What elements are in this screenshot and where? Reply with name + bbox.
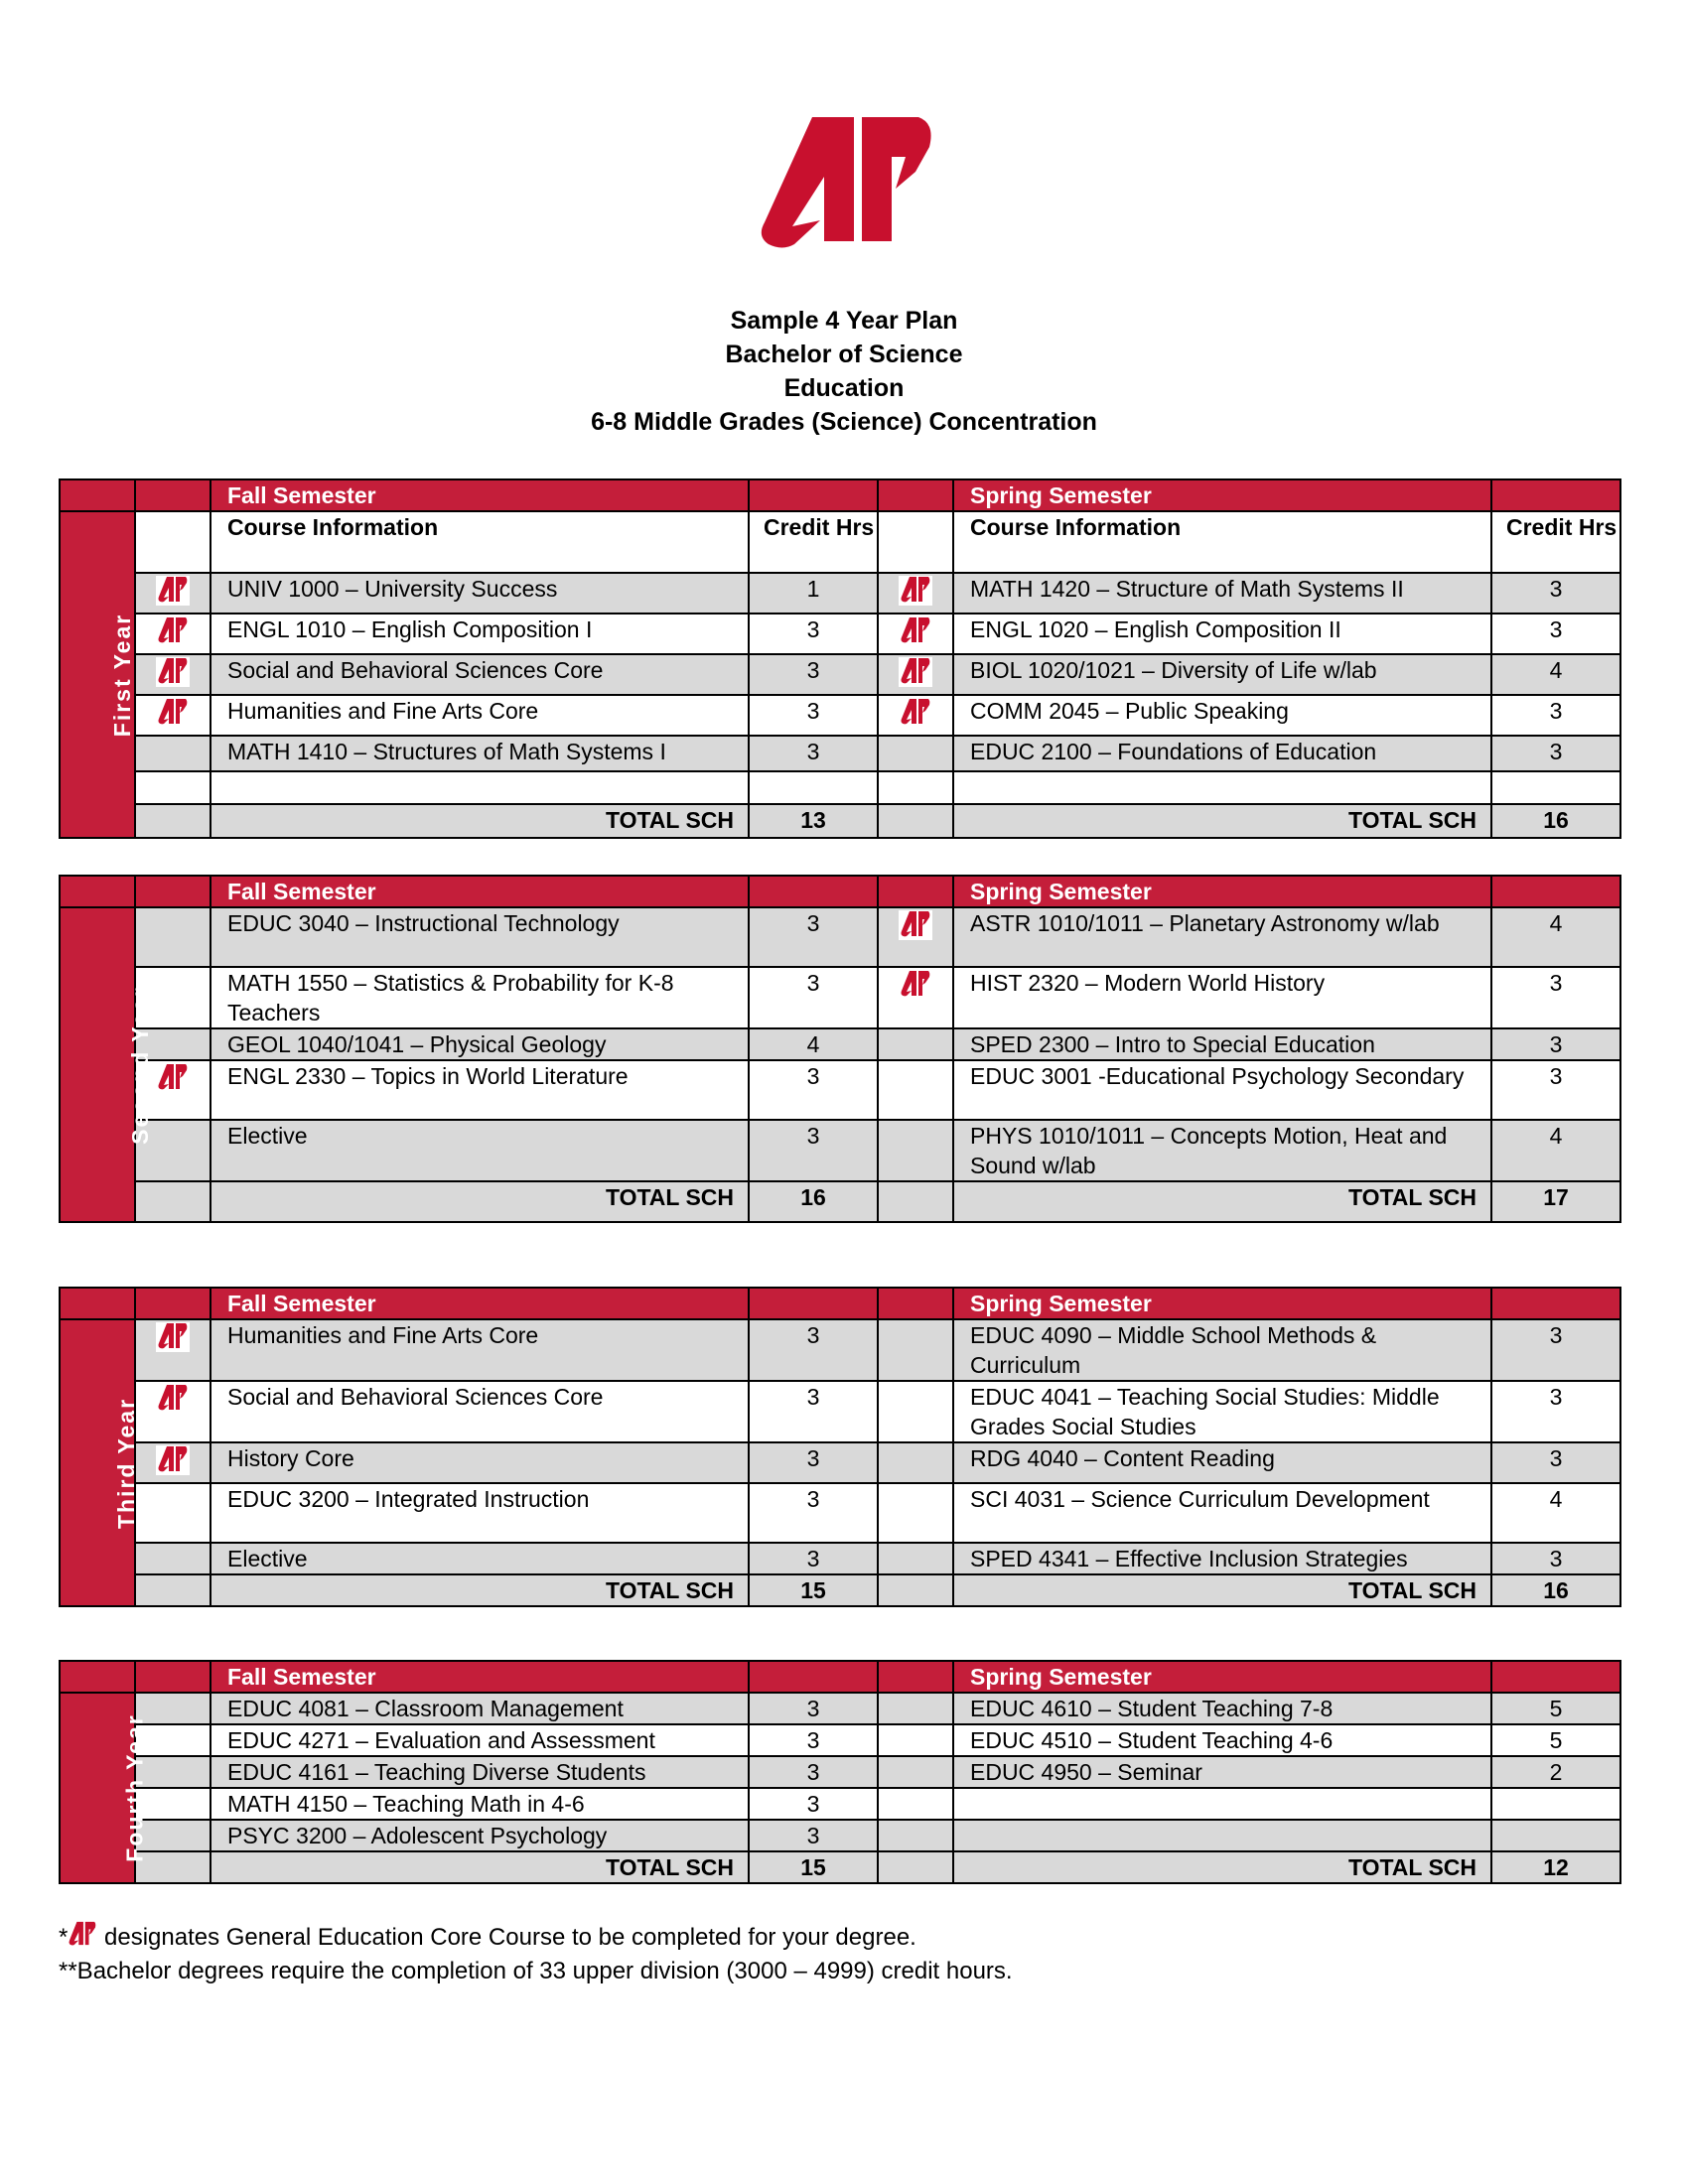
ap-core-icon: [156, 616, 190, 646]
spring-semester-label: Spring Semester: [953, 1288, 1491, 1319]
year-label-cell: [60, 1319, 140, 1606]
spring-course: EDUC 4090 – Middle School Methods & Curriculum: [953, 1319, 1491, 1381]
spring-core-cell: [878, 614, 953, 654]
spring-core-cell: [878, 736, 953, 771]
course-row: [60, 907, 1620, 967]
footnote-asterisk: *: [59, 1924, 69, 1951]
header-blank: [60, 479, 135, 511]
fall-credit: 3: [749, 1483, 878, 1543]
ap-core-icon: [156, 1384, 190, 1414]
fall-credit: 3: [749, 1543, 878, 1574]
spring-course: RDG 4040 – Content Reading: [953, 1442, 1491, 1483]
fall-total-value: 16: [749, 1181, 878, 1222]
spring-core-cell: [878, 1483, 953, 1543]
spring-core-cell: [878, 907, 953, 967]
fall-course: ENGL 1010 – English Composition I: [211, 614, 749, 654]
fall-course: History Core: [211, 1442, 749, 1483]
spring-course: ASTR 1010/1011 – Planetary Astronomy w/lab: [953, 907, 1491, 967]
fall-core-cell: [135, 736, 211, 771]
year-table-3: [59, 1287, 1621, 1607]
fall-core-cell: [135, 907, 211, 967]
credit-hrs-header: Credit Hrs: [1491, 511, 1620, 573]
spring-core-cell: [878, 1693, 953, 1724]
spring-credit: [1491, 1788, 1620, 1820]
course-row: [60, 736, 1620, 771]
fall-credit: 3: [749, 967, 878, 1028]
header-blank: [60, 876, 135, 907]
spring-credit: 3: [1491, 1543, 1620, 1574]
course-row: [60, 1060, 1620, 1120]
fall-course: Elective: [211, 1120, 749, 1181]
ap-core-icon: [156, 698, 190, 728]
spring-credit: 4: [1491, 1483, 1620, 1543]
fall-course: [211, 771, 749, 804]
year-label-cell: [60, 907, 153, 1222]
fall-credit: 3: [749, 695, 878, 736]
total-blank: [135, 804, 211, 838]
fall-course: PSYC 3200 – Adolescent Psychology: [211, 1820, 749, 1851]
total-blank: [135, 1181, 211, 1222]
fall-credit: [749, 771, 878, 804]
spring-credit: 3: [1491, 614, 1620, 654]
fall-course: MATH 1550 – Statistics & Probability for K-8 Teachers: [211, 967, 749, 1028]
header-blank: [749, 1288, 878, 1319]
footnote-upper-division: **Bachelor degrees require the completion of 33 upper division (3000 – 4999) credit hours.: [59, 1958, 1013, 1984]
fall-course: MATH 1410 – Structures of Math Systems I: [211, 736, 749, 771]
header-blank: [878, 479, 953, 511]
spring-credit: 3: [1491, 1381, 1620, 1442]
spring-core-cell: [878, 573, 953, 614]
spring-core-cell: [878, 1381, 953, 1442]
fall-semester-label: Fall Semester: [211, 1288, 749, 1319]
fall-course: UNIV 1000 – University Success: [211, 573, 749, 614]
course-row: [60, 771, 1620, 804]
spring-credit: 3: [1491, 1319, 1620, 1381]
spring-total-value: 16: [1491, 804, 1620, 838]
fall-course: EDUC 3040 – Instructional Technology: [211, 907, 749, 967]
title-block: [0, 304, 1688, 439]
fall-core-cell: [135, 771, 211, 804]
course-row: [60, 1820, 1620, 1851]
course-row: [60, 1120, 1620, 1181]
title-line-4: 6-8 Middle Grades (Science) Concentration: [591, 408, 1097, 436]
fall-core-cell: [135, 695, 211, 736]
spring-semester-label: Spring Semester: [953, 479, 1491, 511]
spring-total-value: 16: [1491, 1574, 1620, 1606]
header-blank: [878, 1288, 953, 1319]
semester-header-row: [60, 876, 1620, 907]
spring-core-cell: [878, 1543, 953, 1574]
ap-core-icon: [156, 1445, 190, 1475]
spring-core-cell: [878, 967, 953, 1028]
credit-hrs-header: Credit Hrs: [749, 511, 878, 573]
spring-credit: 4: [1491, 654, 1620, 695]
fall-credit: 3: [749, 736, 878, 771]
ap-core-icon: [156, 1322, 190, 1352]
spring-course: [953, 1820, 1491, 1851]
fall-core-cell: [135, 1483, 211, 1543]
spring-course: BIOL 1020/1021 – Diversity of Life w/lab: [953, 654, 1491, 695]
header-blank: [749, 479, 878, 511]
fall-credit: 3: [749, 1120, 878, 1181]
fall-course: EDUC 4161 – Teaching Diverse Students: [211, 1756, 749, 1788]
ap-core-icon: [156, 576, 190, 606]
fall-course: EDUC 3200 – Integrated Instruction: [211, 1483, 749, 1543]
fall-core-cell: [135, 1442, 211, 1483]
spring-credit: 5: [1491, 1693, 1620, 1724]
spring-total-value: 12: [1491, 1851, 1620, 1883]
spring-credit: [1491, 771, 1620, 804]
header-blank: [135, 1661, 211, 1693]
spring-credit: [1491, 1820, 1620, 1851]
fall-core-cell: [135, 1381, 211, 1442]
course-info-header: Course Information: [953, 511, 1491, 573]
spring-credit: 3: [1491, 1028, 1620, 1060]
spring-core-cell: [878, 654, 953, 695]
spring-credit: 3: [1491, 967, 1620, 1028]
spring-course: EDUC 4510 – Student Teaching 4-6: [953, 1724, 1491, 1756]
header-blank: [60, 1661, 135, 1693]
spring-core-cell: [878, 1319, 953, 1381]
fall-core-cell: [135, 654, 211, 695]
ap-core-icon: [156, 657, 190, 687]
fall-total-label: TOTAL SCH: [211, 1851, 749, 1883]
semester-header-row: [60, 1288, 1620, 1319]
course-row: [60, 614, 1620, 654]
spring-credit: 3: [1491, 736, 1620, 771]
icon-col-header: [135, 511, 211, 573]
course-row: [60, 1724, 1620, 1756]
year-label-cell: [60, 1693, 148, 1883]
spring-core-cell: [878, 695, 953, 736]
fall-course: MATH 4150 – Teaching Math in 4-6: [211, 1788, 749, 1820]
header-blank: [1491, 479, 1620, 511]
fall-credit: 3: [749, 1693, 878, 1724]
title-line-1: Sample 4 Year Plan: [730, 307, 958, 335]
total-blank: [878, 804, 953, 838]
fall-credit: 3: [749, 1381, 878, 1442]
spring-course: MATH 1420 – Structure of Math Systems II: [953, 573, 1491, 614]
spring-course: EDUC 3001 -Educational Psychology Secondary: [953, 1060, 1491, 1120]
fall-total-label: TOTAL SCH: [211, 1181, 749, 1222]
course-row: [60, 1028, 1620, 1060]
course-row: [60, 967, 1620, 1028]
ap-core-icon: [156, 1063, 190, 1093]
spring-credit: 5: [1491, 1724, 1620, 1756]
year-label: Second Year: [126, 985, 153, 1145]
spring-semester-label: Spring Semester: [953, 876, 1491, 907]
fall-semester-label: Fall Semester: [211, 876, 749, 907]
spring-core-cell: [878, 1442, 953, 1483]
year-label: First Year: [109, 613, 136, 737]
spring-credit: 4: [1491, 1120, 1620, 1181]
header-blank: [749, 876, 878, 907]
course-row: [60, 1483, 1620, 1543]
spring-core-cell: [878, 771, 953, 804]
header-blank: [135, 479, 211, 511]
spring-total-value: 17: [1491, 1181, 1620, 1222]
fall-credit: 3: [749, 614, 878, 654]
year-label: Fourth Year: [121, 1713, 148, 1862]
fall-semester-label: Fall Semester: [211, 1661, 749, 1693]
year-label-cell: [60, 511, 135, 838]
course-row: [60, 1788, 1620, 1820]
spring-course: SCI 4031 – Science Curriculum Development: [953, 1483, 1491, 1543]
course-row: [60, 695, 1620, 736]
header-blank: [135, 1288, 211, 1319]
spring-core-cell: [878, 1724, 953, 1756]
title-line-2: Bachelor of Science: [725, 341, 963, 368]
header-blank: [1491, 1661, 1620, 1693]
course-row: [60, 573, 1620, 614]
fall-credit: 3: [749, 907, 878, 967]
spring-course: PHYS 1010/1011 – Concepts Motion, Heat and Sound w/lab: [953, 1120, 1491, 1181]
spring-course: HIST 2320 – Modern World History: [953, 967, 1491, 1028]
fall-total-value: 15: [749, 1574, 878, 1606]
spring-core-cell: [878, 1756, 953, 1788]
fall-credit: 3: [749, 654, 878, 695]
fall-semester-label: Fall Semester: [211, 479, 749, 511]
title-line-3: Education: [783, 374, 905, 402]
header-blank: [878, 876, 953, 907]
fall-course: GEOL 1040/1041 – Physical Geology: [211, 1028, 749, 1060]
spring-credit: 2: [1491, 1756, 1620, 1788]
spring-course: ENGL 1020 – English Composition II: [953, 614, 1491, 654]
spring-course: EDUC 4950 – Seminar: [953, 1756, 1491, 1788]
header-blank: [135, 876, 211, 907]
fall-total-value: 13: [749, 804, 878, 838]
icon-col-header: [878, 511, 953, 573]
course-row: [60, 1543, 1620, 1574]
fall-course: Humanities and Fine Arts Core: [211, 695, 749, 736]
spring-core-cell: [878, 1060, 953, 1120]
semester-header-row: [60, 479, 1620, 511]
fall-total-label: TOTAL SCH: [211, 804, 749, 838]
spring-total-label: TOTAL SCH: [953, 1851, 1491, 1883]
header-blank: [60, 1288, 135, 1319]
spring-course: [953, 771, 1491, 804]
year-table-4: [59, 1660, 1621, 1884]
fall-credit: 3: [749, 1724, 878, 1756]
total-blank: [878, 1851, 953, 1883]
course-row: [60, 1756, 1620, 1788]
total-row: [60, 1851, 1620, 1883]
spring-total-label: TOTAL SCH: [953, 804, 1491, 838]
spring-course: SPED 4341 – Effective Inclusion Strategies: [953, 1543, 1491, 1574]
column-header-row: [60, 511, 1620, 573]
fall-core-cell: [135, 1543, 211, 1574]
ap-logo: [755, 117, 933, 261]
year-table-2: [59, 875, 1621, 1223]
fall-credit: 4: [749, 1028, 878, 1060]
ap-core-icon: [899, 576, 932, 606]
semester-header-row: [60, 1661, 1620, 1693]
spring-credit: 3: [1491, 1060, 1620, 1120]
course-info-header: Course Information: [211, 511, 749, 573]
total-blank: [135, 1574, 211, 1606]
course-row: [60, 1319, 1620, 1381]
spring-credit: 3: [1491, 1442, 1620, 1483]
fall-course: Humanities and Fine Arts Core: [211, 1319, 749, 1381]
fall-credit: 3: [749, 1319, 878, 1381]
fall-course: ENGL 2330 – Topics in World Literature: [211, 1060, 749, 1120]
footnotes: [59, 1921, 1013, 1988]
spring-credit: 4: [1491, 907, 1620, 967]
fall-core-cell: [135, 573, 211, 614]
header-blank: [878, 1661, 953, 1693]
spring-core-cell: [878, 1788, 953, 1820]
fall-core-cell: [135, 614, 211, 654]
fall-course: EDUC 4081 – Classroom Management: [211, 1693, 749, 1724]
total-row: [60, 1574, 1620, 1606]
spring-total-label: TOTAL SCH: [953, 1181, 1491, 1222]
ap-core-icon: [899, 657, 932, 687]
fall-credit: 3: [749, 1820, 878, 1851]
year-label: Third Year: [113, 1397, 140, 1529]
spring-course: [953, 1788, 1491, 1820]
total-row: [60, 1181, 1620, 1222]
fall-total-label: TOTAL SCH: [211, 1574, 749, 1606]
course-row: [60, 1381, 1620, 1442]
footnote-core: [59, 1921, 1013, 1955]
fall-total-value: 15: [749, 1851, 878, 1883]
fall-credit: 3: [749, 1060, 878, 1120]
spring-course: EDUC 2100 – Foundations of Education: [953, 736, 1491, 771]
course-row: [60, 1442, 1620, 1483]
ap-core-icon: [899, 910, 932, 940]
spring-credit: 3: [1491, 573, 1620, 614]
fall-core-cell: [135, 1319, 211, 1381]
fall-course: EDUC 4271 – Evaluation and Assessment: [211, 1724, 749, 1756]
spring-credit: 3: [1491, 695, 1620, 736]
spring-core-cell: [878, 1120, 953, 1181]
spring-course: COMM 2045 – Public Speaking: [953, 695, 1491, 736]
fall-credit: 3: [749, 1442, 878, 1483]
fall-course: Elective: [211, 1543, 749, 1574]
header-blank: [1491, 1288, 1620, 1319]
total-blank: [878, 1574, 953, 1606]
header-blank: [1491, 876, 1620, 907]
header-blank: [749, 1661, 878, 1693]
fall-credit: 1: [749, 573, 878, 614]
total-blank: [878, 1181, 953, 1222]
course-row: [60, 1693, 1620, 1724]
spring-core-cell: [878, 1820, 953, 1851]
ap-core-icon: [68, 1921, 97, 1947]
spring-course: EDUC 4041 – Teaching Social Studies: Middle Grades Social Studies: [953, 1381, 1491, 1442]
spring-course: EDUC 4610 – Student Teaching 7-8: [953, 1693, 1491, 1724]
course-row: [60, 654, 1620, 695]
footnote-core-text: designates General Education Core Course to be completed for your degree.: [97, 1924, 916, 1951]
fall-course: Social and Behavioral Sciences Core: [211, 654, 749, 695]
fall-course: Social and Behavioral Sciences Core: [211, 1381, 749, 1442]
spring-core-cell: [878, 1028, 953, 1060]
ap-core-icon: [899, 698, 932, 728]
spring-total-label: TOTAL SCH: [953, 1574, 1491, 1606]
fall-credit: 3: [749, 1756, 878, 1788]
year-table-1: [59, 478, 1621, 839]
spring-semester-label: Spring Semester: [953, 1661, 1491, 1693]
total-row: [60, 804, 1620, 838]
fall-credit: 3: [749, 1788, 878, 1820]
ap-core-icon: [899, 616, 932, 646]
ap-core-icon: [899, 970, 932, 1000]
spring-course: SPED 2300 – Intro to Special Education: [953, 1028, 1491, 1060]
